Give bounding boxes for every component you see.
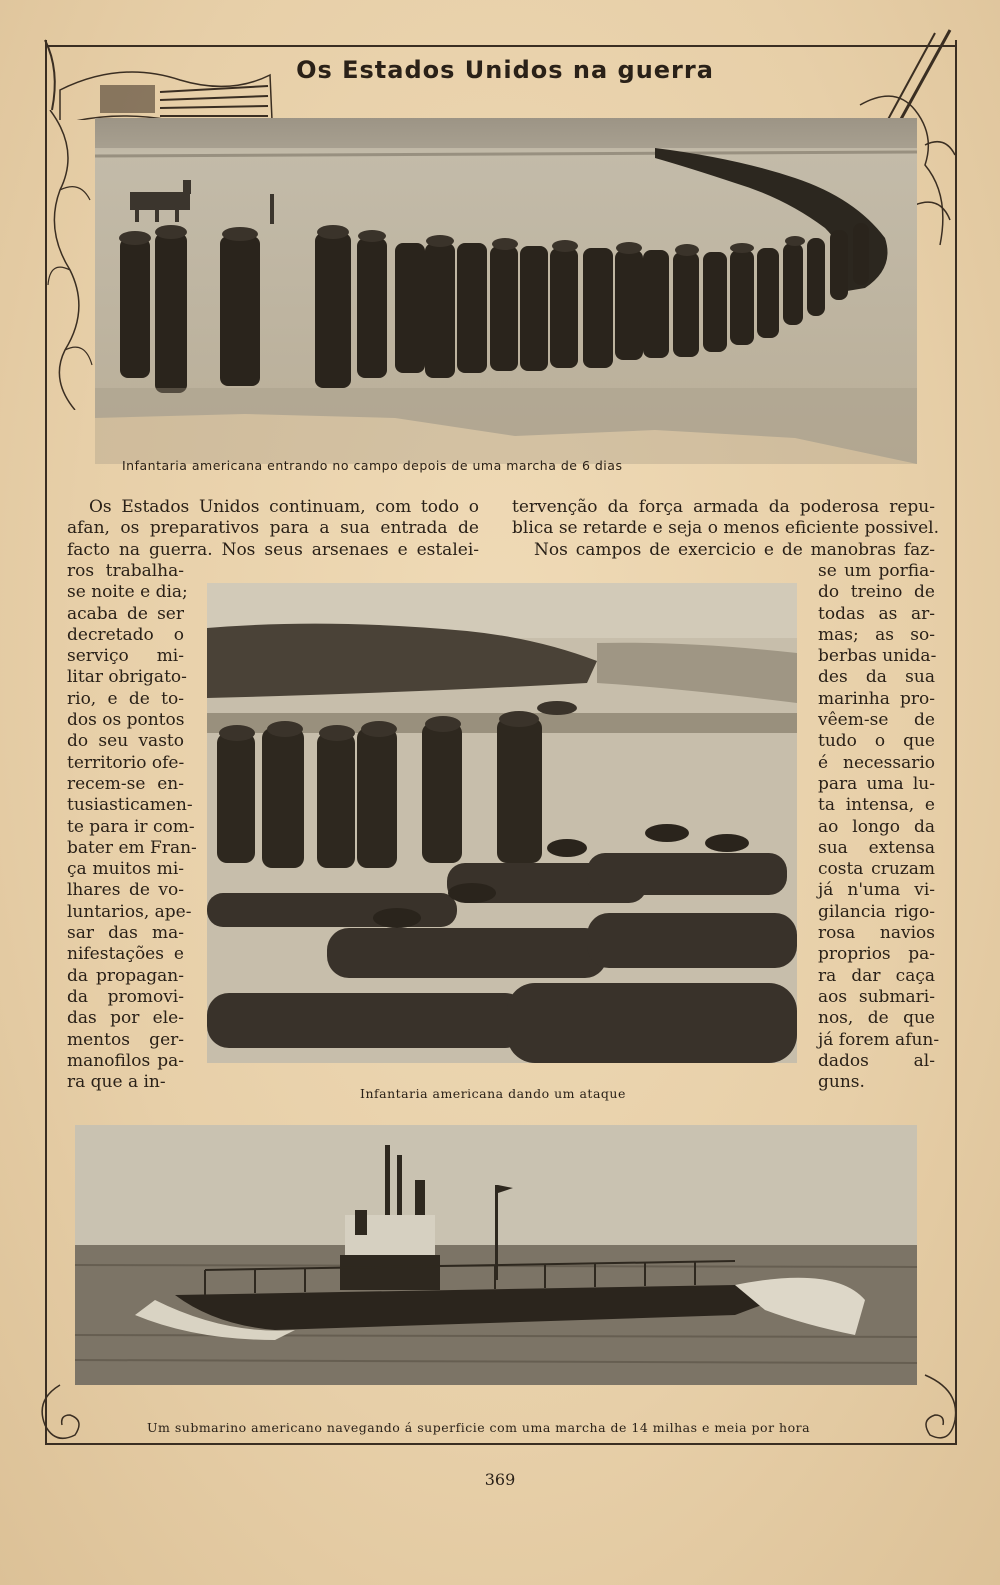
article-line: rio, e de to- (67, 688, 184, 709)
article-line: todas as ar- (818, 603, 935, 624)
vine-ornament-icon (40, 110, 100, 410)
article-line: litar obrigato- (67, 667, 187, 688)
article-line: serviço mi- (67, 646, 184, 667)
article-line: aos submari- (818, 986, 935, 1007)
article-line: gilancia rigo- (818, 901, 935, 922)
article-line: da promovi- (67, 986, 184, 1007)
article-line: mas; as so- (818, 624, 935, 645)
article-line: sua extensa (818, 837, 935, 858)
article-line: tudo o que (818, 731, 935, 752)
scroll-ornament-right-icon (915, 1370, 975, 1450)
article-line: costa cruzam (818, 859, 935, 880)
article-line: do treino de (818, 582, 935, 603)
article-line: dados al- (818, 1050, 935, 1071)
article-line: já n'uma vi- (818, 880, 935, 901)
article-line: des da sua (818, 667, 935, 688)
article-line: tervenção da força armada da poderosa repu- (512, 497, 935, 517)
article-line: nos, de que (818, 1008, 935, 1029)
article-line: nifestações e (67, 944, 184, 965)
infantry-attack-photo (207, 583, 797, 1063)
article-line: facto na guerra. Nos seus arsenaes e estalei- (67, 539, 479, 560)
article-line: proprios pa- (818, 944, 935, 965)
article-line: Os Estados Unidos continuam, com todo o (89, 497, 479, 517)
page-title: Os Estados Unidos na guerra (296, 56, 714, 84)
frame-bottom-border (45, 1443, 957, 1445)
article-line: se um porfia- (818, 561, 935, 581)
article-line: já forem afun- (818, 1029, 940, 1050)
photo-caption: Infantaria americana dando um ataque (360, 1086, 626, 1101)
article-line: guns. (818, 1072, 865, 1093)
article-line: vêem-se de (818, 710, 935, 731)
article-line: luntarios, ape- (67, 901, 192, 922)
article-line: bater em Fran- (67, 837, 197, 858)
article-top-right (512, 497, 939, 561)
article-line: rosa navios (818, 923, 935, 944)
article-line: territorio ofe- (67, 752, 185, 773)
article-line: da propagan- (67, 965, 184, 986)
submarine-photo (75, 1125, 917, 1385)
article-line: dos os pontos (67, 710, 185, 731)
photo-caption: Infantaria americana entrando no campo depois de uma marcha de 6 dias (122, 458, 623, 473)
article-line: decretado o (67, 624, 184, 645)
photo-caption: Um submarino americano navegando á superficie com uma marcha de 14 milhas e meia por hora (147, 1420, 811, 1435)
infantry-march-photo (95, 118, 917, 464)
article-left-column (67, 561, 197, 1093)
article-line: te para ir com- (67, 816, 195, 837)
article-line: blica se retarde e seja o menos eficiente possivel. (512, 518, 939, 539)
article-line: do seu vasto (67, 731, 184, 752)
article-line: Nos campos de exercicio e de manobras faz- (534, 539, 935, 560)
article-line: berbas unida- (818, 646, 937, 667)
article-line: ra que a in- (67, 1072, 166, 1093)
article-right-column (818, 561, 940, 1093)
article-line: lhares de vo- (67, 880, 184, 901)
article-line: ça muitos mi- (67, 859, 184, 880)
article-line: ao longo da (818, 816, 935, 837)
article-line: para uma lu- (818, 773, 935, 794)
page-number: 369 (484, 1470, 516, 1489)
article-line: se noite e dia; (67, 582, 188, 603)
article-line: mentos ger- (67, 1029, 184, 1050)
article-top-left (67, 497, 479, 561)
article-line: recem-se en- (67, 773, 184, 794)
article-line: acaba de ser (67, 603, 184, 624)
article-line: ta intensa, e (818, 795, 935, 816)
article-line: afan, os preparativos para a sua entrada de (67, 518, 479, 539)
article-line: é necessario (818, 752, 935, 773)
article-line: ra dar caça (818, 965, 935, 986)
article-line: manofilos pa- (67, 1050, 184, 1071)
article-line: ros trabalha- (67, 561, 184, 581)
article-line: tusiasticamen- (67, 795, 193, 816)
article-line: das por ele- (67, 1008, 184, 1029)
scroll-ornament-left-icon (30, 1380, 90, 1450)
flag-ornament-icon (40, 30, 280, 120)
article-line: sar das ma- (67, 923, 184, 944)
article-line: marinha pro- (818, 688, 935, 709)
